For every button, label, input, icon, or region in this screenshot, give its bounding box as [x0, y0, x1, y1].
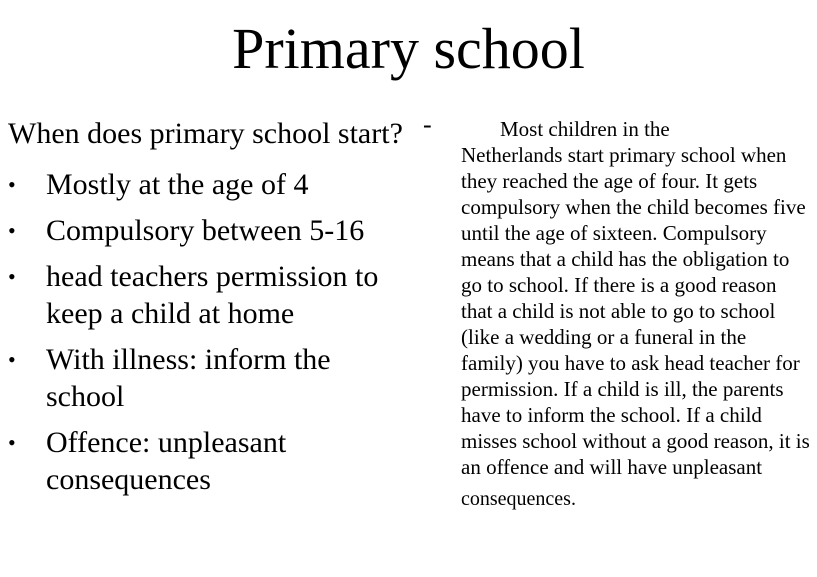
bullet-icon: •: [8, 347, 16, 372]
paragraph-first-line: Most children in the: [500, 117, 670, 141]
list-item: [8, 424, 408, 498]
list-item: [8, 166, 408, 203]
left-column: [8, 115, 408, 507]
bullet-icon: •: [8, 218, 16, 243]
paragraph-body: Netherlands start primary school when they reached the age of four. It gets compulsory when the child becomes five until the age of sixteen. Compulsory means that a child has the obligation to go to school. If there is a good reason that a child is not able to go to school (like a wedding or a funeral in the family) you have to ask head teacher for permission. If a child is ill, the parents have to inform the school. If a child misses school without a good reason, it is an offence and will have unpleasant: [461, 143, 810, 479]
bullet-list: [8, 166, 408, 498]
bullet-text: Compulsory between 5-16: [46, 214, 365, 247]
right-column: [461, 116, 811, 512]
list-item: [8, 212, 408, 249]
bullet-icon: •: [8, 264, 16, 289]
bullet-icon: •: [8, 172, 16, 197]
bullet-icon: •: [8, 430, 16, 455]
bullet-text: Mostly at the age of 4: [46, 168, 309, 201]
slide-title: Primary school: [232, 16, 585, 81]
paragraph-last-line: consequences.: [461, 488, 576, 510]
bullet-text: With illness: inform the school: [46, 343, 331, 413]
explanation-paragraph: [461, 116, 811, 512]
question-heading: When does primary school start?: [8, 117, 403, 150]
list-item: [8, 258, 408, 332]
bullet-text: Offence: unpleasant consequences: [46, 426, 287, 496]
bullet-text: head teachers permission to keep a child at home: [46, 260, 379, 330]
list-item: [8, 341, 408, 415]
dash-marker: -: [423, 110, 432, 139]
